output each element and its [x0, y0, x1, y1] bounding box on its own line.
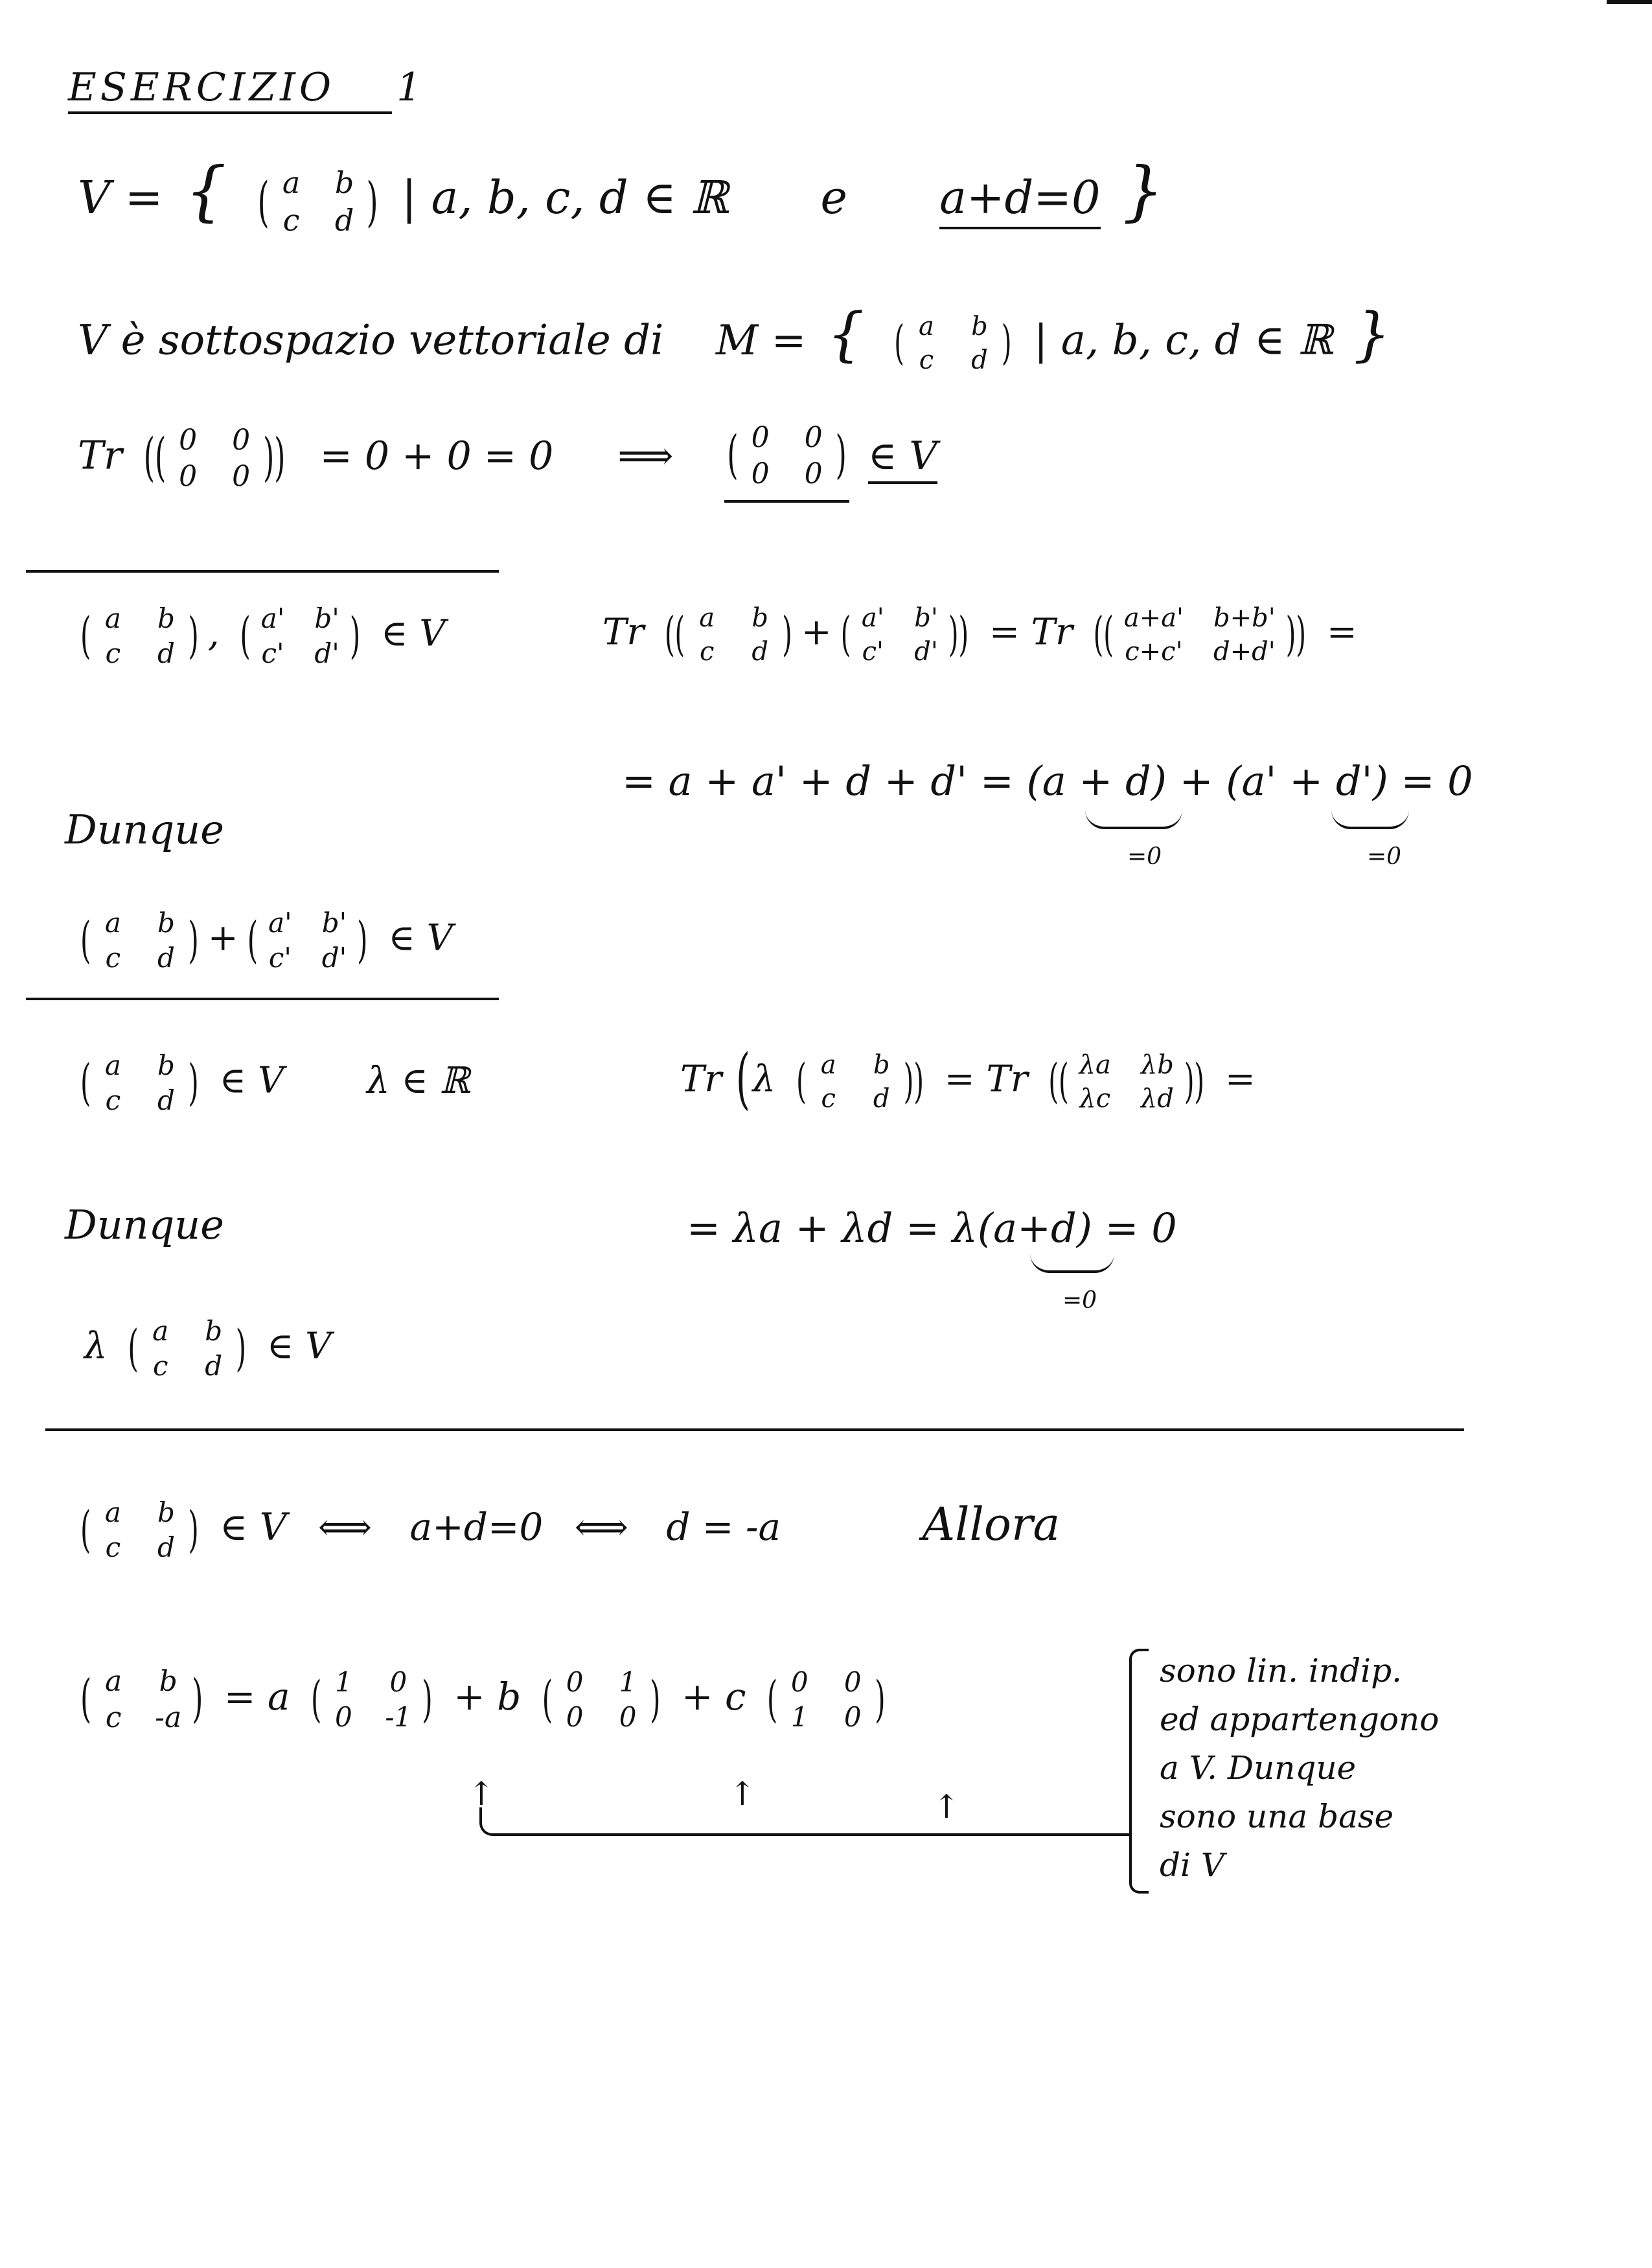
addition-zero-2: [1331, 810, 1409, 834]
scalar-hypothesis: ( a b c d ) ∈ V λ ∈ ℝ: [80, 1049, 470, 1116]
v-condition: | a, b, c, d ∈ ℝ: [401, 171, 729, 224]
addition-trace: Tr (( a b c d ) + ( a' b' c' d' )) = Tr (( a+a' b+b' c+c' d+d' )) =: [602, 603, 1357, 667]
basis-connector-line: [479, 1807, 1130, 1836]
zero-matrix: (( 0 0 0 0 )): [143, 424, 286, 493]
m-condition: | a, b, c, d ∈ ℝ: [1033, 316, 1333, 365]
v-lhs: V =: [78, 171, 163, 224]
subspace-statement: V è sottospazio vettoriale di M = { ( a b c d ) | a, b, c, d ∈ ℝ }: [78, 304, 1399, 382]
basis-e2: ( 0 1 0 0 ): [542, 1666, 661, 1733]
implies-arrow: ⟹: [617, 433, 674, 479]
matrix-abcd: ( a b c d ): [257, 165, 378, 238]
zero-in-V: ∈ V: [868, 433, 937, 484]
addition-zero-label-1: =0: [1127, 843, 1162, 870]
addition-conclusion: ( a b c d ) + ( a' b' c' d' ) ∈ V: [80, 907, 453, 974]
trace-symbol: Tr: [78, 433, 122, 479]
scalar-zero-curl: [1030, 1254, 1114, 1277]
addition-zero-1: [1085, 810, 1182, 834]
heading-underline: [68, 111, 392, 114]
addition-trace-result: = a + a' + d + d' = (a + d) + (a' + d') = 0: [622, 757, 1473, 805]
arrow-up-icon: ↑: [933, 1788, 960, 1826]
note-bracket: [1129, 1649, 1149, 1894]
divider-3: [45, 1428, 1464, 1431]
basis-decomposition: ( a b c -a ) = a ( 1 0 0 -1 ) + b ( 0 1 0 0 ) + c ( 0 0 1 0 ): [71, 1658, 895, 1741]
heading-number: 1: [396, 65, 426, 110]
close-brace: }: [1122, 153, 1164, 229]
basis-e3: ( 0 0 1 0 ): [766, 1666, 886, 1733]
divider-2: [26, 998, 499, 1000]
lambda-real: λ ∈ ℝ: [367, 1059, 470, 1102]
note-line-5: di V: [1160, 1846, 1224, 1884]
note-line-4: sono una base: [1160, 1798, 1394, 1835]
scalar-zero-label: =0: [1062, 1287, 1097, 1314]
scalar-trace-result: = λa + λd = λ(a+d) = 0: [687, 1204, 1177, 1252]
open-brace: {: [185, 153, 227, 229]
subspace-text: V è sottospazio vettoriale di: [78, 316, 664, 365]
heading-title: ESERCIZIO: [68, 65, 336, 110]
addition-zero-label-2: =0: [1367, 843, 1402, 870]
zero-matrix-2: ( 0 0 0 0 ): [724, 415, 849, 503]
page-corner-mark: [1607, 0, 1652, 4]
m-lhs: M =: [715, 316, 807, 365]
zero-matrix-check: [78, 415, 937, 503]
dunque-2: Dunque: [65, 1201, 224, 1248]
note-line-2: ed appartengono: [1160, 1701, 1440, 1738]
basis-characterization: ( a b c d ) ∈ V ⟺ a+d=0 ⟺ d = -a Allora: [80, 1496, 1061, 1563]
basis-e1: ( 1 0 0 -1 ): [310, 1666, 433, 1733]
note-line-3: a V. Dunque: [1160, 1749, 1357, 1787]
scalar-trace: Tr (λ ( a b c d )) = Tr (( λa λb λc λd )) =: [680, 1041, 1256, 1117]
zero-trace-eq: = 0 + 0 = 0: [319, 433, 554, 479]
exercise-heading: [68, 65, 426, 110]
definition-V: [78, 153, 1171, 244]
trace-constraint: a+d=0: [939, 171, 1100, 229]
dunque-1: Dunque: [65, 806, 224, 853]
and-word: e: [820, 171, 847, 224]
matrix-abcd-M: ( a b c d ): [894, 312, 1012, 375]
arrow-up-icon: ↑: [729, 1775, 756, 1813]
divider-1: [26, 570, 499, 573]
allora-word: Allora: [922, 1498, 1061, 1552]
addition-hypothesis: ( a b c d ) , ( a' b' c' d' ) ∈ V: [80, 602, 446, 669]
scalar-conclusion: λ ( a b c d ) ∈ V: [84, 1315, 332, 1382]
note-line-1: sono lin. indip.: [1160, 1652, 1403, 1690]
arrow-up-icon: ↑: [468, 1775, 495, 1813]
